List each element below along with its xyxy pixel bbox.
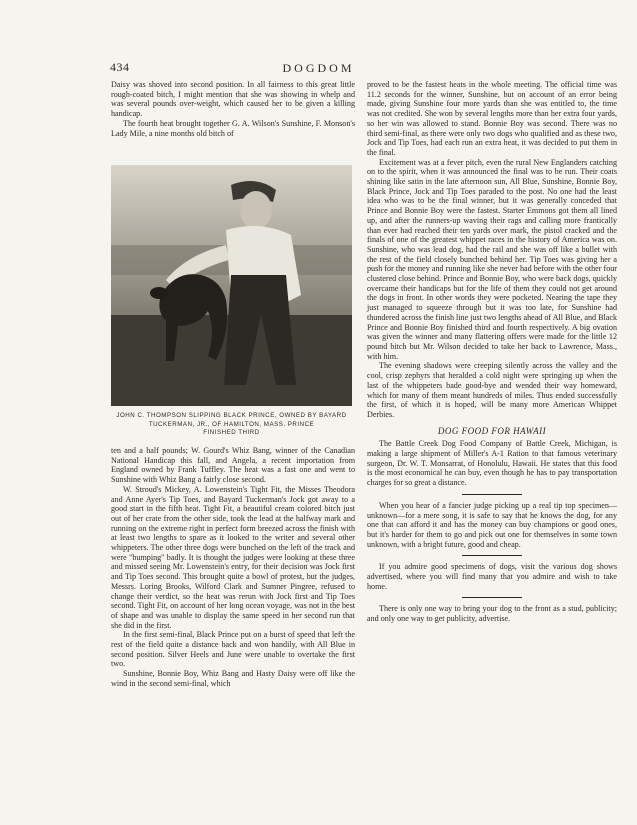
paragraph: When you hear of a fancier judge picking up a real tip top specimen—unknown—for a mere song, it is safe to say that he knows the dog, for any one that can afford it and has the money can buy champions or good ones, but it's harder for them to go and pick out one for themselves in some town unknown, with a bright future, good and cheap. (367, 500, 617, 549)
paragraph: W. Stroud's Mickey, A. Lowenstein's Tight Fit, the Misses Theodora and Anne Ayer's Tip Toes, and Bayard Tuckerman's Jock got away to a good start in the fifth heat. Tight Fit, a beautiful cream colored bitch just out of her crate from the other side, took the lead at the halfway mark and running on the extreme right in perfect form breezed across the finish with at least two lengths to spare as it looked to the writer and several other whippeters. The other three dogs were bunched on the left of the track and were "bumping" badly. It is thought the judges were looking at these three and missed seeing Mr. Lowenstein's entry, for their decision was Jock first and Tip Toes second. This brought quite a bowl of protest, but the judges, Messrs. Loring Brooks, Wilford Clark and Sumner Pingree, refused to change their verdict, so the heat was rerun with Jock first and Tip Toes second. Tight Fit, on account of her long ocean voyage, was not in the best of shape and was unable to display the same speed in her second run that she did in the first. (111, 484, 355, 630)
paragraph: Excitement was at a fever pitch, even the rural New Englanders catching on to the spirit, when it was announced the final was to be run. Their coats shining like satin in the late afternoon sun, All Blue, Sunshine, Bonnie Boy, Black Prince, Jock and Tip Toes paraded to the post. No one had the least idea who was to be the final winner, but it was generally conceded that Prince and Bonnie Boy were the fastest. Starter Emmons got them all lined up, and after the runners-up waving their rags and calling more frantically than ever had reached their ten yards over mark, the pistol cracked and the finals of one of the greatest whippet races in the history of America was on. Sunshine, who was lead dog, had the rail and she was off like a bullet with the rest of the field closely bunched behind her. Tip Toes was giving her a push for the money and running like she never had before with the other four clustered close behind. Prince and Bonnie Boy, who were back dogs, quickly overcame their handicaps but for the life of them they could not get around the dogs in front. In other words they were pocketed. Nearing the tape they just managed to squeeze through but it was too late, for Sunshine had thundered across the finish line just two lengths ahead of All Blue, and Black Prince and Bonnie Boy finished third and fourth respectively. A big ovation was given the winner and many flattering offers were made for the little 12 pound bitch but Mr. Wilson decided to take her back to Lawrence, Mass., with him. (367, 157, 617, 361)
paragraph: Daisy was shoved into second position. In all fairness to this great little rough-coated bitch, I might mention that she was showing in whelp and was several pounds over-weight, which caused her to be given a killing handicap. (111, 80, 355, 119)
divider (462, 555, 522, 556)
photograph-illustration (111, 165, 352, 406)
paragraph: ten and a half pounds; W. Gourd's Whiz Bang, winner of the Canadian National Handicap this fall, and Angela, a recent importation from England owned by Frank Tuffley. The heat was a fast one and went to Sunshine with Whiz Bang a fairly close second. (111, 446, 355, 485)
right-column (367, 80, 617, 624)
caption-line: FINISHED THIRD (203, 429, 260, 437)
left-column-bottom (111, 446, 355, 689)
divider (462, 597, 522, 598)
caption-line: JOHN C. THOMPSON SLIPPING BLACK PRINCE, OWNED BY BAYARD (116, 412, 347, 419)
section-heading: DOG FOOD FOR HAWAII (437, 425, 547, 436)
paragraph: The Battle Creek Dog Food Company of Battle Creek, Michigan, is making a large shipment of Miller's A-1 Ration to that famous veterinary surgeon, Dr. W. T. Monsarrat, of Honolulu, Hawaii. He states that this food is the most economical he can buy, even though he has to pay transportation charges for so great a distance. (367, 439, 617, 488)
page-number: 434 (110, 60, 130, 74)
caption-line: TUCKERMAN, JR., OF HAMILTON, MASS. PRINCE (148, 420, 315, 428)
photo-caption (111, 412, 352, 438)
race-photograph (111, 165, 352, 406)
left-column-top (111, 80, 355, 138)
paragraph: Sunshine, Bonnie Boy, Whiz Bang and Hasty Daisy were off like the wind in the second semi-final, which (111, 669, 355, 688)
paragraph: In the first semi-final, Black Prince put on a burst of speed that left the rest of the field quite a distance back and won handily, with All Blue in second position. Silver Heels and June were unable to overtake the first two. (111, 630, 355, 669)
divider (462, 494, 522, 495)
running-head: DOGDOM (282, 61, 355, 75)
paragraph: There is only one way to bring your dog to the front as a stud, publicity; and only one way to get publicity, advertise. (367, 604, 617, 624)
paragraph: If you admire good specimens of dogs, visit the various dog shows advertised, where you will find many that you admire and wish to take home. (367, 562, 617, 591)
paragraph: The fourth heat brought together G. A. Wilson's Sunshine, F. Monson's Lady Mile, a nine months old bitch of (111, 118, 355, 138)
paragraph: The evening shadows were creeping silently across the valley and the cool, crisp zephyrs that heralded a cold night were springing up when the last of the whippeters bade good-bye and wended their way homeward, which for many of them meant hundreds of miles. Thus ended successfully the first, of which it is hoped, will be many more American Whippet Derbies. (367, 361, 617, 419)
paragraph: proved to be the fastest heats in the whole meeting. The official time was 11.2 seconds for the winner, Sunshine, but on account of an error being made, giving Sunshine four more yards than she was entitled to, the time was not credited. She won by several lengths more than her extra four yards, so her win was allowed to stand. Bonnie Boy was second. There was no third semi-final, as there were only two dogs who qualified and as these two, Jock and Tip Toes, had each run an extra heat, it was decided to put them in the final. (367, 80, 617, 157)
